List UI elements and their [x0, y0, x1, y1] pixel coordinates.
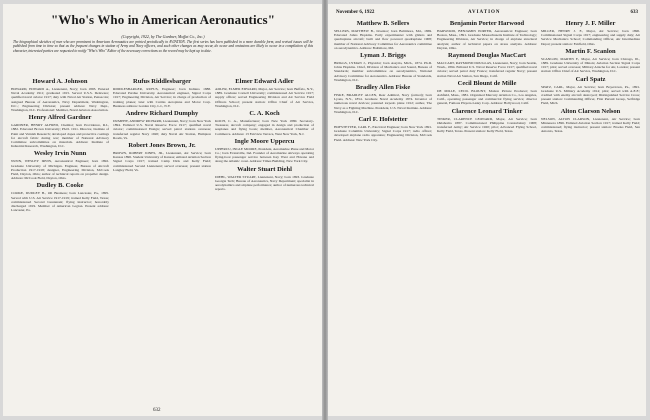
biography-text: NELSON, ALTON CLARSON, Lieutenant, Air Service; born Minnesota 1896. Enlisted Aviation Section 1917; trained Kelly Field; commissioned; flying instructor; present station: Brooks Field, San Antonio, Texas.: [541, 116, 640, 134]
biography-entry: [215, 138, 314, 164]
page-title: "Who's Who in American Aeronautics": [50, 12, 276, 27]
biography-name: Matthew B. Sellers: [356, 20, 410, 27]
biography-text: ADLER, ELMER EDWARD, Major, Air Service; born Buffalo, N.Y., 1889. Graduate Cornell University; commissioned Air Service 1917; supply officer; served Engineering Division and Air Service Field Officers School; present station: Office Chief of Air Service, Washington, D.C.: [215, 87, 314, 108]
biography-name: Clarence Leonard Tinker: [451, 107, 523, 115]
biography-name: Walter Stuart Diehl: [237, 165, 292, 173]
biography-text: GARDNER, HENRY ALFRED, Chemist; born Providence, R.I., 1882. Educated Brown University; Ph.D. 1911. Director, Institute of Paint and Varnish Research; developed dopes and protective coatings for aircraft fabric during war; member of National Advisory Committee subcommittee on materials. Address: Institute of Industrial Research, Washington, D.C.: [11, 123, 109, 149]
biography-entry: [215, 166, 314, 192]
biography-name: Lyman J. Briggs: [360, 52, 406, 60]
biography-text: KOCH, C. A., Manufacturer; born New York 1880. Secretary-Treasurer, aircraft company; engaged in design and production of seaplanes and flying boats; member, Aeronautical Chamber of Commerce. Address: 13 Fairview Terrace, West New York, N.J.: [215, 119, 314, 136]
copyright-line: (Copyright, 1922, by The Gardner, Moffat Co., Inc.): [121, 34, 205, 39]
biography-name: Benjamin Porter Harwood: [449, 20, 525, 27]
biography-entry: [541, 20, 640, 46]
biography-name: Wesley Irvin Nunn: [33, 150, 87, 158]
biography-text: TINKER, CLARENCE LEONARD, Major, Air Service; born Oklahoma 1887. Commissioned Philippine Constabulary 1908; transferred Army; Air Service 1920; pilot; Advanced Flying School, Kelly Field, Texas. Present station: Kelly Field, Texas.: [437, 116, 537, 134]
biography-entry: [541, 48, 640, 74]
running-head-date: November 6, 1922: [336, 10, 375, 15]
biography-name: Carl F. Hofstetter: [358, 116, 408, 124]
right-column-2: [437, 20, 537, 412]
biography-entry: [437, 108, 537, 134]
biography-entry: [11, 150, 109, 180]
biography-text: MACCART, RAYMOND DOUGLAS, Lieutenant, Navy; born Seattle, Wash., 1894. Enlisted U.S. Naval Reserve Force 1917; qualified naval aviator; served patrol duty France; transferred regular Navy; present station Naval Air Station, San Diego, Calif.: [437, 61, 537, 78]
biography-name: Elmer Edward Adler: [235, 78, 294, 85]
biography-name: Dudley B. Cooke: [36, 182, 84, 190]
biography-text: HARWOOD, BENJAMIN PORTER, Aeronautical Engineer; born Boston, Mass., 1891. Graduate Massachusetts Institute of Technology; Engineering Division, Air Service; in charge of airplane structural analysis; author of technical papers on stress analysis. Address: Dayton, Ohio.: [437, 29, 537, 50]
right-page: [328, 4, 646, 416]
biography-entry: [215, 110, 314, 136]
biography-name: Martin F. Scanlon: [565, 47, 616, 55]
biography-text: BROWN, ROBERT JONES, JR., Lieutenant, Air Service; born Kansas 1896. Student University of Kansas; enlisted Aviation Section Signal Corps 1917; trained Camp Dick and Kelly Field; commissioned Second Lieutenant; served overseas; present station Langley Field, Va.: [113, 151, 211, 172]
biography-text: MILLER, HENRY J. F., Major, Air Service; born 1890. Commissioned Signal Corps 1917; engineering and supply duty; Air Service Mechanics School; Commanding Officer, Air Intermediate Depot; present station: Fairfield, Ohio.: [541, 29, 640, 46]
biography-text: FISKE, BRADLEY ALLEN, Rear Admiral, Navy (retired); born Lyons, N.Y., 1854. Graduate Naval Academy 1874. Inventor of numerous naval devices; patented torpedo plane 1912; author, The Navy as a Fighting Machine. President, U.S. Naval Institute. Address: Washington, D.C.: [334, 93, 432, 114]
left-column-2: [113, 78, 211, 404]
biography-name: Cecil Blount de Mille: [457, 79, 517, 87]
intro-paragraph: The biographical sketches of men who are prominent in American Aeronautics are printed periodically in AVIATION. The first series has been published in a more durable form, and revised issues will be published from time to time so that as the frequent changes in station of Army and Navy officers, and such other changes as may occur, do occur and omissions are likely to occur in a compilation of this character, interested parties are requested to notify "Who's Who" Editor of the necessary corrections so the record may be kept up to date.: [13, 40, 313, 53]
biography-text: DE MILLE, CECIL BLOUNT, Motion Picture Producer; born Ashfield, Mass., 1881. Organized Mercury Aviation Co., Los Angeles, Calif., operating passenger and commercial flying service; director general, Famous Players-Lasky Corp. Address: Hollywood, Calif.: [437, 88, 537, 106]
biography-text: SCANLON, MARTIN F., Major, Air Service; born Chicago, Ill., 1889. Graduate University of Illinois; Aviation Section Signal Corps 1917; pilot; served overseas; Military Attache for Air, London; present station: Office Chief of Air Service, Washington, D.C.: [541, 56, 640, 74]
biography-entry: [541, 108, 640, 134]
biography-entry: [113, 142, 211, 172]
biography-name: Alton Clarson Nelson: [560, 107, 621, 115]
left-column-1: [11, 78, 109, 404]
biography-entry: [437, 52, 537, 78]
page-number-left: 632: [153, 408, 161, 413]
biography-name: Robert Jones Brown, Jr.: [128, 142, 196, 150]
biography-entry: [113, 110, 211, 140]
biography-name: Andrew Richard Dumphy: [125, 110, 199, 118]
biography-entry: [437, 80, 537, 106]
biography-entry: [215, 78, 314, 108]
biography-text: SPATZ, CARL, Major, Air Service; born Boyertown, Pa., 1891. Graduate U.S. Military Academy 1914; pilot; served with A.E.F.; credited with enemy aircraft destroyed; Distinguished Service Cross; present station: Commanding Officer, First Pursuit Group, Selfridge Field, Mich.: [541, 84, 640, 106]
right-column-1: [334, 20, 432, 412]
biography-text: DUMPHY, ANDREW RICHARD, Lieutenant, Navy; born New York 1894. Enlisted U.S. Naval Reserve Force 1917; qualified naval aviator; commissioned Ensign; served patrol stations overseas; transferred regular Navy 1920; duty Naval Air Station, Hampton Roads, Va.: [113, 119, 211, 140]
biography-text: SELLERS, MATTHEW B., Inventor; born Baltimore, Md., 1869. Educated Johns Hopkins. Early experimenter with gliders and quadruplane aircraft; built and flew powered quadruplane 1908; member of National Advisory Committee for Aeronautics committee on aerodynamics. Address: Baltimore, Md.: [334, 29, 432, 50]
biography-name: Howard A. Johnson: [32, 78, 88, 85]
biography-entry: [334, 84, 432, 114]
biography-entry: [334, 52, 432, 82]
running-head-title: AVIATION: [468, 10, 501, 15]
biography-text: DIEHL, WALTER STUART, Lieutenant, Navy; born 1893. Graduate Georgia Tech; Bureau of Aeronautics, Navy Department; specialist in aerodynamics and airplane performance; author of numerous technical reports.: [215, 174, 314, 192]
biography-entry: [334, 116, 432, 142]
biography-text: HOWARD, EDWARD A., Lieutenant, Navy; born 1893. Entered Naval Academy 1911; graduated 1915. Served U.S.S. Delaware; qualified naval aviator 1917; duty with Naval Air Station, Pensacola; assigned Bureau of Aeronautics, Navy Department, Washington, D.C.; Engineering Division; present address: Navy Dept., Washington, D.C. Professional: Member, Naval Aviators Association.: [11, 87, 109, 113]
biography-entry: [113, 78, 211, 108]
biography-text: NUNN, WESLEY IRVIN, Aeronautical Engineer; born 1892. Graduate University of Michigan. Engineer, Bureau of Aircraft Production 1917-1918; designer, Engineering Division, McCook Field, Dayton, Ohio; author of technical reports on propeller design. Address: McCook Field, Dayton, Ohio.: [11, 159, 109, 181]
biography-name: Carl Spatz: [575, 75, 606, 83]
biography-name: Henry Alfred Gardner: [28, 114, 92, 122]
biography-name: Rufus Riddlesbarger: [133, 78, 191, 85]
biography-entry: [11, 114, 109, 148]
biography-text: HOFSTETTER, CARL F., Electrical Engineer; born New York 1891. Graduate Columbia University; Signal Corps 1917; radio officer; developed airplane radio apparatus; Engineering Division, McCook Field. Address: New York City.: [334, 125, 432, 142]
biography-name: C. A. Koch: [249, 110, 280, 118]
left-column-3: [215, 78, 314, 404]
biography-name: Ingle Moore Uppercu: [234, 137, 295, 145]
biography-entry: [334, 20, 432, 50]
biography-name: Raymond Douglas MacCart: [448, 52, 526, 60]
biography-text: RIDDLESBARGER, RUFUS, Engineer; born Indiana 1888. Educated Purdue University. Aeronautical engineer, Signal Corps 1917; Engineering Division, Air Service; in charge of production of training planes; later with Curtiss Aeroplane and Motor Corp. Business address: Garden City, L.I., N.Y.: [113, 87, 211, 108]
biography-entry: [11, 182, 109, 212]
biography-entry: [541, 76, 640, 106]
biography-entry: [11, 78, 109, 112]
biography-name: Bradley Allen Fiske: [355, 84, 411, 92]
biography-text: COOKE, DUDLEY B., Oil Business; born Lancaster, Pa., 1895. Served with U.S. Air Service 1917-1919; trained Kelly Field, Texas; commissioned Second Lieutenant; flying instructor; honorably discharged 1919. Member of American Legion. Present address: Lancaster, Pa.: [11, 191, 109, 213]
left-page: [3, 4, 322, 416]
running-head-page-number: 633: [630, 10, 638, 15]
right-column-3: [541, 20, 640, 412]
biography-name: Henry J. F. Miller: [565, 20, 616, 27]
biography-text: UPPERCU, INGLE MOORE, President, Aeromarine Plane and Motor Co.; born Evansville, Ind. Founder of Aeromarine Airways operating flying-boat passenger service between Key West and Havana and along the Atlantic coast. Address: Times Building, New York City.: [215, 146, 314, 164]
biography-text: BRIGGS, LYMAN J., Physicist; born Assyria, Mich., 1874. Ph.D. Johns Hopkins. Chief, Division of Mechanics and Sound, Bureau of Standards; member subcommittee on aerodynamics, National Advisory Committee for Aeronautics. Address: Bureau of Standards, Washington, D.C.: [334, 61, 432, 82]
biography-entry: [437, 20, 537, 50]
